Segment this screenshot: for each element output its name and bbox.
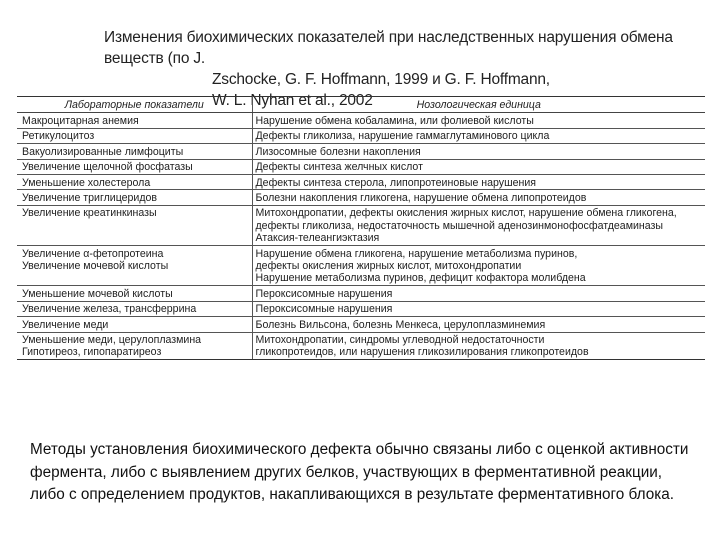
condition-text: Митохондропатии, синдромы углеводной недостаточности <box>255 334 545 346</box>
indicator-cell <box>17 113 252 128</box>
condition-cell <box>252 205 705 245</box>
condition-text: Дефекты синтеза желчных кислот <box>255 161 423 174</box>
title-line-2: Zschocke, G. F. Hoffmann, 1999 и G. F. Hoffmann, <box>212 71 550 88</box>
indicator-text: Уменьшение мочевой кислоты <box>22 287 173 300</box>
table-row <box>17 332 705 360</box>
condition-text: Митохондропатии, дефекты окисления жирных кислот, нарушение обмена гликогена, <box>255 207 677 220</box>
indicator-text: Гипотиреоз, гипопаратиреоз <box>22 346 162 359</box>
footer-paragraph: Методы установления биохимического дефекта обычно связаны либо с оценкой активности фермента, либо с выявлением других белков, участвующих в ферментативной реакции, либо с определением продуктов, накапливающихся в результате ферментативного блока. <box>30 441 689 504</box>
table-header-row <box>17 97 705 113</box>
condition-cell <box>252 301 705 316</box>
table-row <box>17 128 705 143</box>
condition-text: дефекты окисления жирных кислот, митохондропатии <box>255 259 522 272</box>
indicator-text: Уменьшение меди, церулоплазмина <box>22 334 202 346</box>
indicator-text: Увеличение креатинкиназы <box>22 207 157 220</box>
indicator-cell <box>17 144 252 159</box>
condition-cell <box>252 190 705 205</box>
condition-text: Дефекты синтеза стерола, липопротеиновые нарушения <box>255 176 537 189</box>
indicator-text: Увеличение мочевой кислоты <box>22 259 169 272</box>
indicator-text: Макроцитарная анемия <box>22 114 139 127</box>
biochemical-indicators-table <box>17 96 705 360</box>
indicator-cell <box>17 190 252 205</box>
condition-text: Лизосомные болезни накопления <box>255 145 421 158</box>
indicator-text: Увеличение щелочной фосфатазы <box>22 161 193 174</box>
indicator-text: Увеличение α-фетопротеина <box>22 247 164 260</box>
indicator-text: Увеличение меди <box>22 318 109 331</box>
title-line-3: W. L. Nyhan et al., 2002 <box>212 92 373 109</box>
table-row <box>17 317 705 332</box>
indicator-cell <box>17 246 252 286</box>
condition-text: Пероксисомные нарушения <box>255 303 393 316</box>
indicator-text: Уменьшение холестерола <box>22 176 151 189</box>
indicator-cell <box>17 159 252 174</box>
condition-cell <box>252 286 705 301</box>
condition-cell <box>252 175 705 190</box>
condition-cell <box>252 144 705 159</box>
condition-text: дефекты гликолиза, недостаточность мышечной аденозинмонофосфатдеаминазы <box>255 219 663 232</box>
table-row <box>17 190 705 205</box>
indicator-cell <box>17 301 252 316</box>
indicator-text: Увеличение железа, трансферрина <box>22 303 197 316</box>
indicator-text: Вакуолизированные лимфоциты <box>22 145 184 158</box>
table-row <box>17 205 705 245</box>
condition-text: Дефекты гликолиза, нарушение гаммаглутаминового цикла <box>255 130 550 143</box>
table-row <box>17 159 705 174</box>
condition-text: Атаксия-телеангиэктазия <box>255 232 380 245</box>
table-row <box>17 175 705 190</box>
condition-text: гликопротеидов, или нарушения гликозилирования гликопротеидов <box>255 346 589 359</box>
condition-cell <box>252 128 705 143</box>
condition-text: Болезнь Вильсона, болезнь Менкеса, церулоплазминемия <box>255 318 546 331</box>
table-row <box>17 286 705 301</box>
table-body <box>17 113 705 360</box>
indicator-cell <box>17 128 252 143</box>
condition-text: Нарушение метаболизма пуринов, дефицит кофактора молибдена <box>255 272 586 285</box>
title-line-1: Изменения биохимических показателей при наследственных нарушения обмена веществ (по J. <box>104 29 673 67</box>
indicator-cell <box>17 205 252 245</box>
header-nosological-unit: Нозологическая единица <box>252 97 705 113</box>
condition-cell <box>252 159 705 174</box>
indicator-cell <box>17 175 252 190</box>
condition-cell <box>252 332 705 360</box>
table-row <box>17 246 705 286</box>
condition-cell <box>252 317 705 332</box>
table-row <box>17 301 705 316</box>
condition-cell <box>252 113 705 128</box>
table-row <box>17 113 705 128</box>
indicator-cell <box>17 317 252 332</box>
condition-text: Болезни накопления гликогена, нарушение обмена липопротеидов <box>255 191 587 204</box>
indicator-cell <box>17 332 252 360</box>
condition-cell <box>252 246 705 286</box>
condition-text: Нарушение обмена гликогена, нарушение метаболизма пуринов, <box>255 247 578 260</box>
indicator-text: Ретикулоцитоз <box>22 130 95 143</box>
indicator-text: Увеличение триглицеридов <box>22 191 158 204</box>
indicator-cell <box>17 286 252 301</box>
header-lab-indicators: Лабораторные показатели <box>17 97 252 113</box>
condition-text: Нарушение обмена кобаламина, или фолиевой кислоты <box>255 114 534 127</box>
condition-text: Пероксисомные нарушения <box>255 287 393 300</box>
table-row <box>17 144 705 159</box>
